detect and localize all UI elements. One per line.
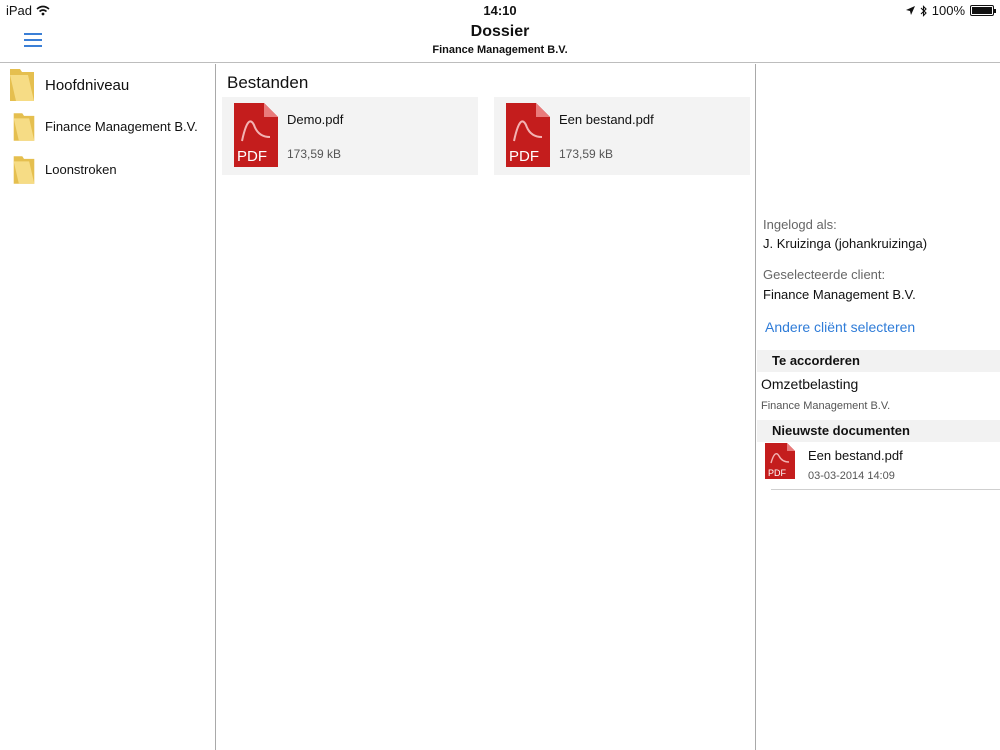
svg-text:PDF: PDF bbox=[509, 148, 539, 165]
logged-in-value: J. Kruizinga (johankruizinga) bbox=[763, 236, 928, 251]
change-client-link[interactable]: Andere cliënt selecteren bbox=[765, 319, 916, 335]
document-name: Een bestand.pdf bbox=[808, 448, 903, 463]
page-title: Dossier bbox=[470, 23, 530, 40]
approve-section-header: Te accorderen bbox=[757, 350, 1000, 372]
file-name: Demo.pdf bbox=[287, 112, 344, 127]
battery-percent: 100% bbox=[931, 3, 965, 18]
file-card[interactable] bbox=[494, 97, 750, 175]
location-arrow-icon bbox=[906, 6, 915, 15]
file-size: 173,59 kB bbox=[287, 147, 342, 161]
status-bar bbox=[0, 0, 1000, 20]
sidebar-item-label: Hoofdniveau bbox=[45, 76, 130, 94]
logged-in-label: Ingelogd als: bbox=[763, 217, 837, 232]
folder-icon bbox=[12, 154, 36, 186]
sidebar-item-finance-management[interactable] bbox=[0, 105, 215, 148]
files-title: Bestanden bbox=[227, 73, 309, 92]
device-label: iPad bbox=[6, 3, 33, 18]
row-divider bbox=[771, 489, 1000, 490]
file-name: Een bestand.pdf bbox=[559, 112, 654, 127]
battery-icon bbox=[970, 5, 994, 16]
info-panel bbox=[757, 64, 1000, 750]
file-size: 173,59 kB bbox=[559, 147, 614, 161]
pdf-file-icon bbox=[234, 103, 278, 167]
approve-item-title[interactable]: Omzetbelasting bbox=[761, 376, 859, 392]
files-panel bbox=[217, 64, 756, 750]
newest-document-row[interactable] bbox=[757, 441, 1000, 491]
folder-icon bbox=[12, 111, 36, 143]
folder-sidebar bbox=[0, 64, 216, 750]
pdf-file-icon bbox=[765, 443, 795, 479]
client-value: Finance Management B.V. bbox=[763, 287, 916, 302]
sidebar-item-loonstroken[interactable] bbox=[0, 148, 215, 191]
sidebar-item-hoofdniveau[interactable] bbox=[0, 65, 215, 105]
status-right bbox=[906, 3, 994, 18]
pdf-file-icon bbox=[506, 103, 550, 167]
document-date: 03-03-2014 14:09 bbox=[808, 470, 895, 482]
svg-text:PDF: PDF bbox=[768, 468, 786, 478]
svg-text:PDF: PDF bbox=[237, 148, 267, 165]
page-subtitle: Finance Management B.V. bbox=[432, 44, 568, 56]
sidebar-item-label: Finance Management B.V. bbox=[45, 119, 198, 134]
newest-section-header: Nieuwste documenten bbox=[757, 420, 1000, 442]
approve-item-subtitle: Finance Management B.V. bbox=[761, 400, 891, 412]
file-card[interactable] bbox=[222, 97, 478, 175]
nav-bar bbox=[0, 20, 1000, 63]
folder-icon bbox=[8, 67, 36, 103]
status-time: 14:10 bbox=[483, 3, 517, 18]
client-label: Geselecteerde client: bbox=[763, 267, 886, 282]
bluetooth-icon bbox=[920, 5, 927, 17]
sidebar-item-label: Loonstroken bbox=[45, 162, 117, 177]
